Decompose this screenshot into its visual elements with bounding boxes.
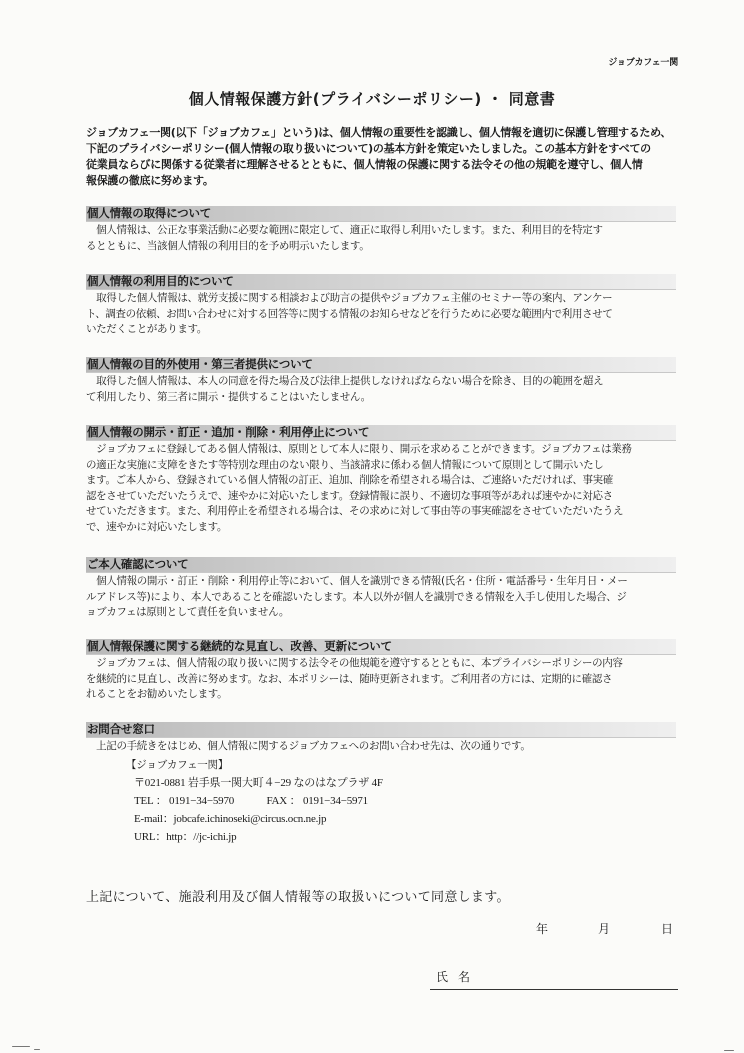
section-line: 個人情報は、公正な事業活動に必要な範囲に限定して、適正に取得し利用いたします。また、利用目的を特定す: [86, 224, 603, 236]
section-body: [86, 374, 676, 405]
section-line: せていただきます。また、利用停止を希望される場合は、その求めに対して事由等の事実確認をさせていただいたうえ: [86, 505, 624, 517]
section-body: [86, 442, 676, 535]
section-line: ます。ご本人から、登録されている個人情報の訂正、追加、削除を希望される場合は、ご連絡いただければ、事実確: [86, 474, 613, 486]
section-line: 個人情報の開示・訂正・削除・利用停止等において、個人を識別できる情報(氏名・住所・電話番号・生年月日・メー: [86, 575, 628, 587]
day-label: 日: [661, 922, 674, 936]
section-identity-check: [86, 557, 676, 621]
scan-speck: [34, 1049, 40, 1050]
section-line: 取得した個人情報は、本人の同意を得た場合及び法律上提供しなければならない場合を除き、目的の範囲を超え: [86, 375, 604, 387]
section-line: ジョブカフェに登録してある個人情報は、原則として本人に限り、開示を求めることができます。ジョブカフェは業務: [86, 443, 632, 455]
section-line: 上記の手続きをはじめ、個人情報に関するジョブカフェへのお問い合わせ先は、次の通りです。: [86, 740, 531, 752]
section-purpose: [86, 274, 676, 338]
date-fields: [0, 920, 744, 940]
section-body: [86, 656, 676, 703]
section-body: [86, 291, 676, 338]
contact-name: 【ジョブカフェ一関】: [126, 759, 229, 771]
section-review: [86, 639, 676, 703]
intro-line: ジョブカフェ一関(以下「ジョブカフェ」という)は、個人情報の重要性を認識し、個人情報を適切に保護し管理するため、: [86, 126, 672, 139]
section-line: で、速やかに対応いたします。: [86, 520, 228, 533]
contact-address: 〒021-0881 岩手県一関大町４−29 なのはなプラザ 4F: [134, 777, 383, 789]
contact-phone-fax: TEL ： 0191−34−5970 FAX ： 0191−34−5971: [134, 795, 368, 807]
section-body: [86, 574, 676, 621]
intro-line: 報保護の徹底に努めます。: [86, 174, 214, 187]
year-label: 年: [536, 922, 549, 936]
contact-details: [126, 756, 383, 846]
section-line: 取得した個人情報は、就労支援に関する相談および助言の提供やジョブカフェ主催のセミナー等の案内、アンケー: [86, 292, 613, 304]
intro-line: 下記のプライバシーポリシー(個人情報の取り扱いについて)の基本方針を策定いたしました。この基本方針をすべての: [86, 142, 651, 155]
name-label: 氏名: [436, 970, 481, 984]
section-heading: 個人情報の利用目的について: [86, 274, 676, 290]
section-heading: 個人情報の目的外使用・第三者提供について: [86, 357, 676, 373]
section-heading: 個人情報保護に関する継続的な見直し、改善、更新について: [86, 639, 676, 655]
section-line: いただくことがあります。: [86, 323, 207, 335]
section-heading: 個人情報の開示・訂正・追加・削除・利用停止について: [86, 425, 676, 441]
section-line: ョブカフェは原則として責任を負いません。: [86, 606, 289, 618]
month-label: 月: [598, 922, 611, 936]
section-heading: お問合せ窓口: [86, 722, 676, 738]
organization-name: ジョブカフェ一関: [608, 58, 678, 68]
section-heading: ご本人確認について: [86, 557, 676, 573]
name-field: [430, 968, 678, 990]
section-heading: 個人情報の取得について: [86, 206, 676, 222]
section-line: るとともに、当該個人情報の利用目的を予め明示いたします。: [86, 239, 370, 252]
section-body: [86, 223, 676, 254]
section-line: れることをお勧めいたします。: [86, 688, 228, 700]
section-line: 認をさせていただいたうえで、速やかに対応いたします。登録情報に誤り、不適切な事項等があれば速やかに対応さ: [86, 489, 613, 502]
section-line: ジョブカフェは、個人情報の取り扱いに関する法令その他規範を遵守するとともに、本プライバシーポリシーの内容: [86, 657, 623, 669]
intro-paragraph: [86, 125, 676, 189]
section-disclosure: [86, 425, 676, 535]
page-title: 個人情報保護方針(プライバシーポリシー) ・ 同意書: [188, 90, 556, 108]
contact-email: E-mail：jobcafe.ichinoseki@circus.ocn.ne.jp: [134, 813, 327, 825]
section-line: て利用したり、第三者に開示・提供することはいたしません。: [86, 390, 371, 403]
section-acquisition: [86, 206, 676, 254]
signature-line: [430, 989, 678, 990]
consent-statement: 上記について、施設利用及び個人情報等の取扱いについて同意します。: [86, 890, 510, 905]
section-line: ルアドレス等)により、本人であることを確認いたします。本人以外が個人を識別できる情報を入手し使用した場合、ジ: [86, 590, 627, 603]
section-third-party: [86, 357, 676, 405]
contact-url: URL：http：//jc-ichi.jp: [134, 831, 237, 843]
section-line: を継続的に見直し、改善に努めます。なお、本ポリシーは、随時更新されます。ご利用者の方には、定期的に確認さ: [86, 672, 613, 685]
section-line: ト、調査の依頼、お問い合わせに対する回答等に関する情報のお知らせなどを行うために必要な範囲内で利用させて: [86, 307, 613, 320]
section-line: の適正な実施に支障をきたす等特別な理由のない限り、当該請求に係わる個人情報について原則として開示いたし: [86, 458, 604, 471]
section-contact: [86, 722, 676, 755]
section-body: [86, 739, 676, 755]
intro-line: 従業員ならびに関係する従業者に理解させるとともに、個人情報の保護に関する法令その他の規範を遵守し、個人情: [86, 158, 643, 171]
scan-speck: [12, 1046, 30, 1047]
scan-speck: [724, 1050, 734, 1051]
